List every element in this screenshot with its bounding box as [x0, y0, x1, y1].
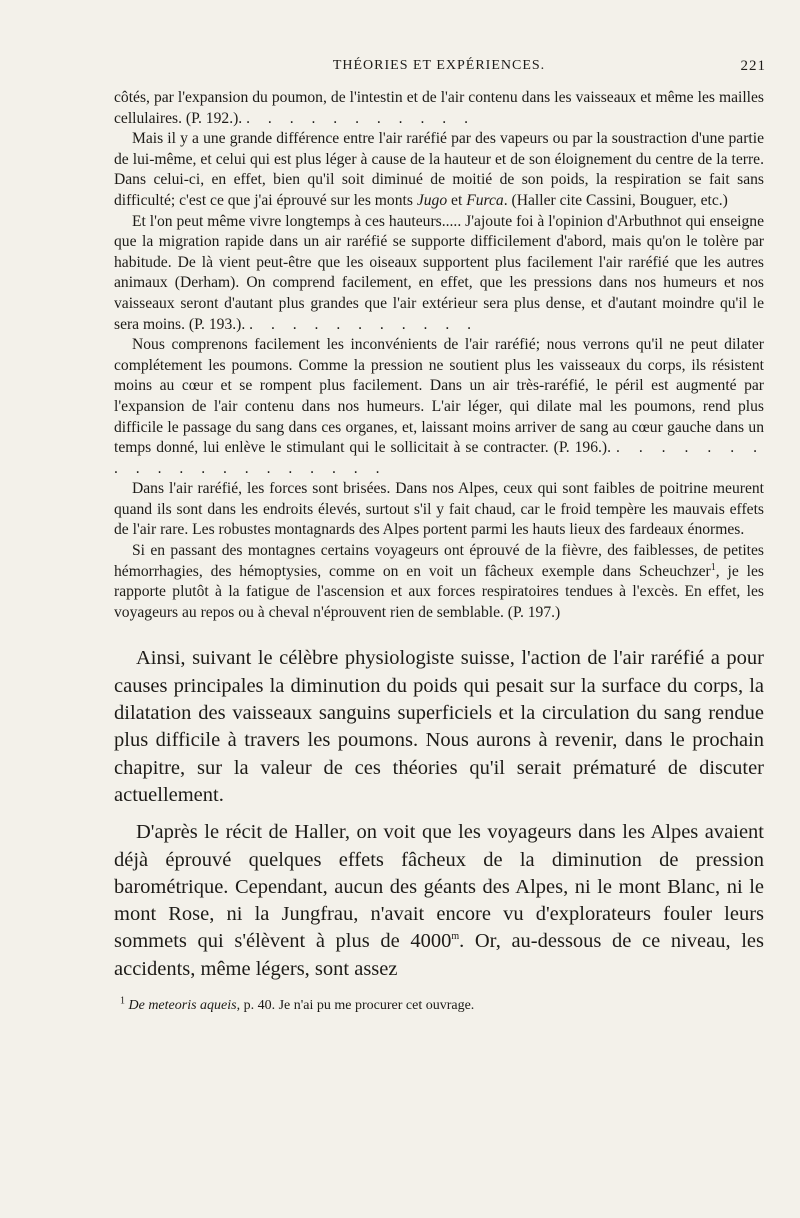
leader-dots: . . . . . . . . . . . . . . . . . . . . — [114, 439, 764, 477]
paragraph-text: côtés, par l'expansion du poumon, de l'intestin et de l'air contenu dans les vaisseaux et même les mailles cellulaires. (P. 192.). — [114, 89, 764, 127]
paragraph-text: , je les rapporte plutôt à la fatigue de l'ascension et aux forces respiratoires tendues à l'excès. En effet, les voyageurs au repos ou à cheval n'éprouvent rien de semblable. (P. 197.) — [114, 562, 764, 621]
footnote-text: , p. 40. Je n'ai pu me procurer cet ouvrage. — [236, 998, 475, 1013]
paragraph — [114, 335, 764, 479]
paragraph — [114, 819, 764, 983]
footnote-ref[interactable]: 1 — [710, 561, 716, 573]
running-head — [114, 58, 764, 80]
paragraph-text: Mais il y a une grande différence entre l'air raréfié par des vapeurs ou par la soustraction d'une partie de lui-même, et celui qui est plus léger à cause de la hauteur et de son éloignement du centre de la terre. Dans celui-ci, en effet, bien qu'il soit diminué de moitié de son poids, la respiration se fait sans difficulté; c'est ce que j'ai éprouvé sur les monts — [114, 130, 764, 209]
leader-dots: . . . . . . . . . . . — [249, 315, 479, 333]
book-page — [114, 58, 764, 1015]
paragraph — [114, 129, 764, 211]
paragraph — [114, 479, 764, 541]
footnote-title: De meteoris aqueis — [128, 998, 237, 1013]
page-number: 221 — [740, 58, 766, 74]
paragraph-text: . Or, au-dessous de ce niveau, les accidents, même légers, sont assez — [114, 930, 764, 980]
paragraph-text: D'après le récit de Haller, on voit que les voyageurs dans les Alpes avaient déjà éprouvé quelques effets fâcheux de la diminution de pression barométrique. Cependant, aucun des géants des Alpes, ni le mont Blanc, ni le mont Rose, ni la Jungfrau, n'avait encore vu d'explorateurs fouler leurs sommets qui s'élèvent à plus de 4000 — [114, 821, 764, 953]
paragraph-text: Si en passant des montagnes certains voyageurs ont éprouvé de la fièvre, des faiblesses, de petites hémorrhagies, des hémoptysies, comme on en voit un fâcheux exemple dans Scheuchzer — [114, 542, 764, 580]
italic-place-name: Jugo — [416, 191, 448, 209]
paragraph-text: Et l'on peut même vivre longtemps à ces hauteurs..... J'ajoute foi à l'opinion d'Arbuthnot qui enseigne que la migration rapide dans un air raréfié se supporte difficilement d'abord, mais qu'on le tolère par habitude. De là vient peut-être que les oiseaux supportent plus facilement l'air raréfié que les autres animaux (Derham). On comprend facilement, en effet, que les pressions dans nos humeurs et nos vaisseaux seront d'autant plus grandes que l'air extérieur sera plus dense, et d'autant moindre qu'il le sera moins. (P. 193.). — [114, 212, 764, 333]
paragraph-text: Dans l'air raréfié, les forces sont brisées. Dans nos Alpes, ceux qui sont faibles de poitrine meurent quand ils sont dans les endroits élevés, surtout s'il y fait chaud, car le froid tempère les mauvais effets de l'air rare. Les robustes montagnards des Alpes portent parmi les hauts lieux des fardeaux énormes. — [114, 480, 764, 539]
paragraph-text: . (Haller cite Cassini, Bouguer, etc.) — [503, 191, 728, 209]
paragraph-text: Nous comprenons facilement les inconvénients de l'air raréfié; nous verrons qu'il ne peut dilater complétement les poumons. Comme la pression ne soutient plus les vaisseaux du corps, ils résistent moins au cœur et se rompent plus facilement. Dans un air très-raréfié, le péril est augmenté par l'expansion de l'air contenu dans nos humeurs. L'air léger, qui dilate mal les poumons, rend plus difficile le passage du sang dans ces organes, et, laissant moins arriver de sang au cœur gauche dans un temps donné, lui enlève le stimulant qui le sollicitait à se contracter. (P. 196.). — [114, 336, 764, 457]
paragraph — [114, 541, 764, 623]
quoted-extract — [114, 88, 764, 623]
leader-dots: . . . . . . . . . . . — [246, 109, 475, 127]
main-text — [114, 645, 764, 983]
paragraph — [114, 212, 764, 336]
unit-superscript: m — [451, 931, 460, 943]
footnote — [114, 997, 764, 1015]
paragraph: Ainsi, suivant le célèbre physiologiste suisse, l'action de l'air raréfié a pour causes principales la diminution du poids qui pesait sur la surface du corps, la dilatation des vaisseaux sanguins superficiels et la circulation du sang rendue plus difficile à travers les poumons. Nous aurons à revenir, dans le prochain chapitre, sur la valeur de ces théories qu'il serait prématuré de discuter actuellement. — [114, 647, 764, 806]
paragraph-text: et — [447, 191, 467, 209]
running-title: THÉORIES ET EXPÉRIENCES. — [332, 58, 546, 73]
italic-place-name: Furca — [466, 191, 504, 209]
paragraph — [114, 88, 764, 129]
footnote-marker: 1 — [120, 995, 125, 1007]
